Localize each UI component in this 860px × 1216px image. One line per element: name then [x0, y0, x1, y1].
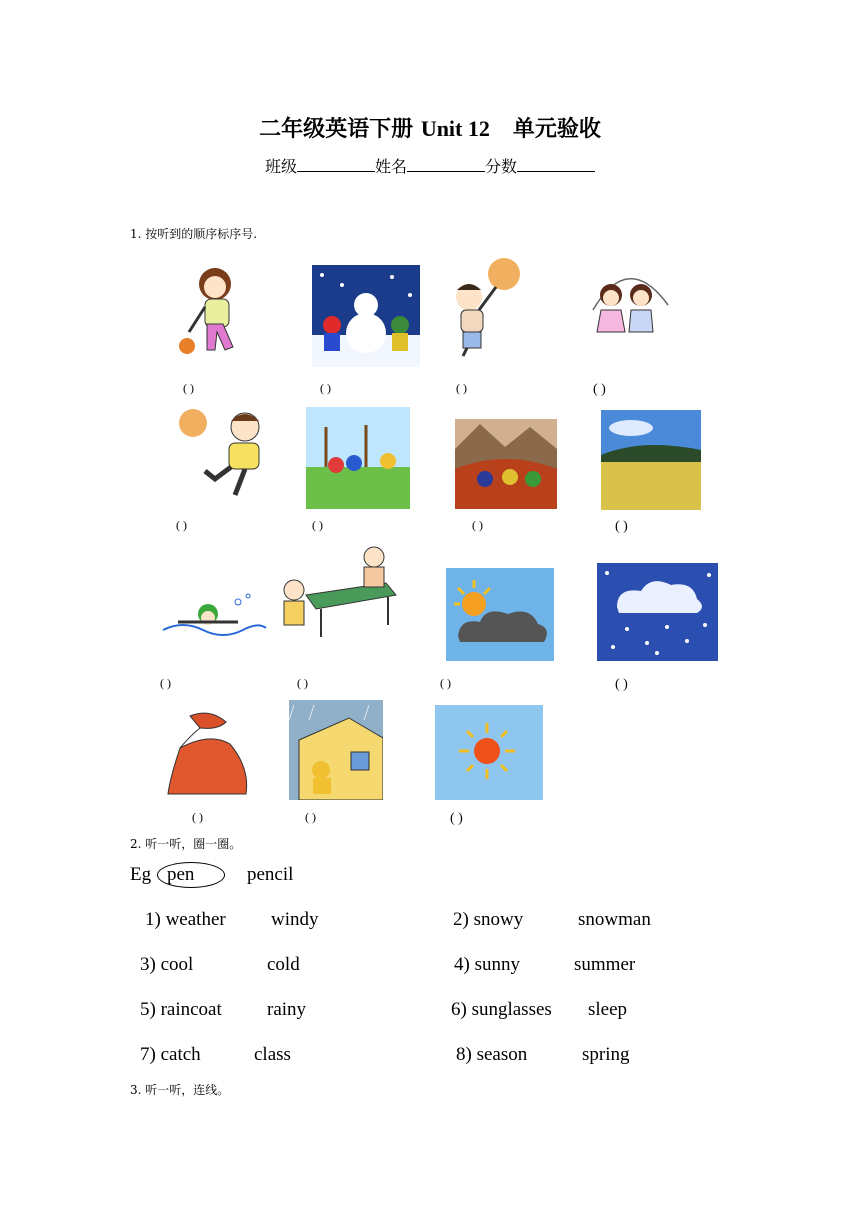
item-8-word-a[interactable]: 8) season — [456, 1044, 528, 1065]
answer-paren[interactable]: ( ) — [593, 382, 606, 397]
example-circled-word: pen — [167, 864, 195, 885]
sunny-sky-picture — [435, 705, 543, 800]
item-7-word-b[interactable]: class — [254, 1044, 291, 1065]
score-blank[interactable] — [517, 157, 595, 172]
children-snowman-picture — [312, 265, 420, 367]
item-1-word-a[interactable]: 1) weather — [145, 909, 226, 930]
answer-paren[interactable]: ( ) — [450, 811, 463, 826]
section-3-title: 3. 听一听，连线。 — [130, 1083, 230, 1097]
item-8-word-b[interactable]: spring — [582, 1044, 630, 1065]
answer-paren[interactable]: ( ) — [176, 518, 187, 532]
item-6-word-a[interactable]: 6) sunglasses — [451, 999, 552, 1020]
children-planting-trees-picture — [306, 407, 410, 509]
title-chinese: 二年级英语下册 — [259, 116, 414, 142]
children-autumn-hill-picture — [455, 419, 557, 509]
red-bag-picture — [160, 708, 252, 802]
snowy-cloud-picture — [597, 563, 718, 661]
item-3-word-a[interactable]: 3) cool — [140, 954, 194, 975]
section-1-title: 1. 按听到的顺序标序号. — [130, 227, 258, 241]
name-blank[interactable] — [407, 157, 485, 172]
page-title — [0, 112, 860, 143]
boy-kicking-ball-picture — [175, 405, 275, 505]
item-6-word-b[interactable]: sleep — [588, 999, 628, 1020]
item-3-word-b[interactable]: cold — [267, 954, 300, 975]
answer-paren[interactable]: ( ) — [160, 676, 171, 690]
item-5-word-a[interactable]: 5) raincoat — [140, 999, 222, 1020]
kids-table-tennis-picture — [276, 545, 402, 645]
answer-paren[interactable]: ( ) — [320, 381, 331, 395]
class-blank[interactable] — [297, 157, 375, 172]
score-label: 分数 — [485, 157, 518, 176]
item-4-word-a[interactable]: 4) sunny — [454, 954, 520, 975]
boy-swimming-picture — [158, 590, 268, 650]
girls-jumping-rope-picture — [583, 260, 673, 355]
item-4-word-b[interactable]: summer — [574, 954, 636, 975]
answer-paren[interactable]: ( ) — [472, 518, 483, 532]
title-suffix: 单元验收 — [512, 116, 601, 142]
answer-paren[interactable]: ( ) — [440, 676, 451, 690]
item-5-word-b[interactable]: rainy — [267, 999, 307, 1020]
item-2-word-a[interactable]: 2) snowy — [453, 909, 524, 930]
item-2-word-b[interactable]: snowman — [578, 909, 651, 930]
answer-paren[interactable]: ( ) — [297, 676, 308, 690]
item-1-word-b[interactable]: windy — [271, 909, 319, 930]
student-info-row — [0, 154, 860, 177]
answer-paren[interactable]: ( ) — [615, 519, 628, 534]
answer-paren[interactable]: ( ) — [192, 810, 203, 824]
answer-paren[interactable]: ( ) — [456, 381, 467, 395]
boy-catching-ball-picture — [441, 252, 526, 360]
flower-field-picture — [601, 410, 701, 510]
rainy-house-picture — [289, 700, 383, 800]
item-7-word-a[interactable]: 7) catch — [140, 1044, 201, 1065]
answer-paren[interactable]: ( ) — [183, 381, 194, 395]
title-unit: Unit 12 — [420, 116, 490, 141]
example-other-word: pencil — [247, 864, 294, 885]
example-eg: Eg — [130, 864, 152, 885]
girl-bouncing-ball-picture — [175, 262, 270, 362]
answer-paren[interactable]: ( ) — [615, 677, 628, 692]
sun-and-cloud-picture — [446, 568, 554, 661]
class-label: 班级 — [264, 157, 297, 176]
section-2-title: 2. 听一听，圈一圈。 — [130, 837, 242, 851]
name-label: 姓名 — [374, 157, 407, 176]
answer-paren[interactable]: ( ) — [305, 810, 316, 824]
answer-paren[interactable]: ( ) — [312, 518, 323, 532]
